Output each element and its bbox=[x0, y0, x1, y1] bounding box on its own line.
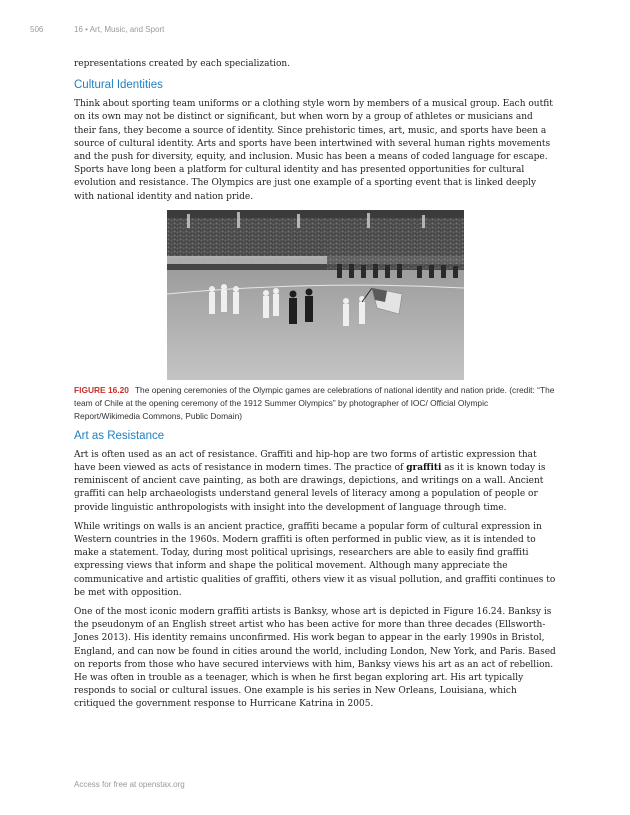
running-title: 16 • Art, Music, and Sport bbox=[74, 25, 165, 34]
paragraph-cultural-identities: Think about sporting team uniforms or a clothing style worn by members of a musical group. Each outfit on its own may not be distinct or significant, but when worn by a group of athletes or musicians and their fans, they become a source of identity. Since prehistoric times, art, music, and sports have been a source of cultural identity. Arts and sports have been intertwined with several human rights movements and the push for diversity, equity, and inclusion. Music has been a means of coded language for escape. Sports have long been a platform for cultural identity and has presented opportunities for cultural evolution and resistance. The Olympics are just one example of a sporting event that is linked deeply with national identity and nation pride. bbox=[74, 99, 553, 202]
heading-art-as-resistance: Art as Resistance bbox=[74, 429, 165, 442]
key-term-graffiti: graffiti bbox=[406, 463, 442, 474]
figure-label: FIGURE 16.20 bbox=[74, 384, 129, 395]
paragraph-resistance-2: While writings on walls is an ancient practice, graffiti became a popular form of cultural expression in Western countries in the 1960s. Modern graffiti is often performed in public view, as it is intended to make a statement. Today, during most political uprisings, researchers are able to easily find graffiti expressing views that inform and shape the political movement. Although many appreciate the communicative and artistic qualities of graffiti, others view it as visual pollution, and graffiti continues to be met with opposition. bbox=[74, 521, 556, 598]
heading-cultural-identities: Cultural Identities bbox=[74, 79, 163, 92]
paragraph-resistance-3: One of the most iconic modern graffiti artists is Banksy, whose art is depicted in Figure 16.24. Banksy is the pseudonym of an English street artist who has been active for more than three decades (Ellsworth-Jones 2013). His identity remains unconfirmed. His work began to appear in the early 1990s in Bristol, England, and can now be found in cities around the world, including London, New York, and Paris. Based on reports from those who have secured interviews with him, Banksy views his art as an act of rebellion. He was often in trouble as a teenager, which is when he first began exploring art. His art typically responds to social or cultural issues. One example is his series in New Orleans, Louisiana, which critiqued the government response to Hurricane Katrina in 2005. bbox=[74, 607, 556, 710]
figure-caption bbox=[74, 384, 556, 423]
intro-fragment: representations created by each specialization. bbox=[74, 59, 291, 69]
paragraph-resistance-1-start: Art is often used as an act of resistance. Graffiti and hip-hop are two forms of artistic expression that have been viewed as acts of resistance in modern times. The practice of bbox=[74, 449, 537, 474]
figure-16-20 bbox=[74, 210, 556, 380]
footer-access-link[interactable]: Access for free at openstax.org bbox=[74, 780, 185, 789]
page-number: 506 bbox=[30, 25, 44, 34]
page-content bbox=[74, 58, 556, 718]
olympic-opening-ceremony-photo bbox=[167, 210, 464, 380]
running-head bbox=[30, 25, 164, 34]
paragraph-resistance-1 bbox=[74, 449, 556, 515]
figure-caption-text: The opening ceremonies of the Olympic games are celebrations of national identity and nation pride. (credit: “The team of Chile at the opening ceremony of the 1912 Summer Olympics” by photographer of IOC/ Official Olympic Report/Wikimedia Commons, Public Domain) bbox=[74, 384, 555, 421]
paragraph-resistance-1-end: as it is known today is reminiscent of ancient cave painting, as both are drawings, depictions, and writings on a wall. Ancient graffiti can help archaeologists understand general levels of literacy among a population of people or provide linguistic anthropologists with insight into the development of language through time. bbox=[74, 463, 546, 513]
